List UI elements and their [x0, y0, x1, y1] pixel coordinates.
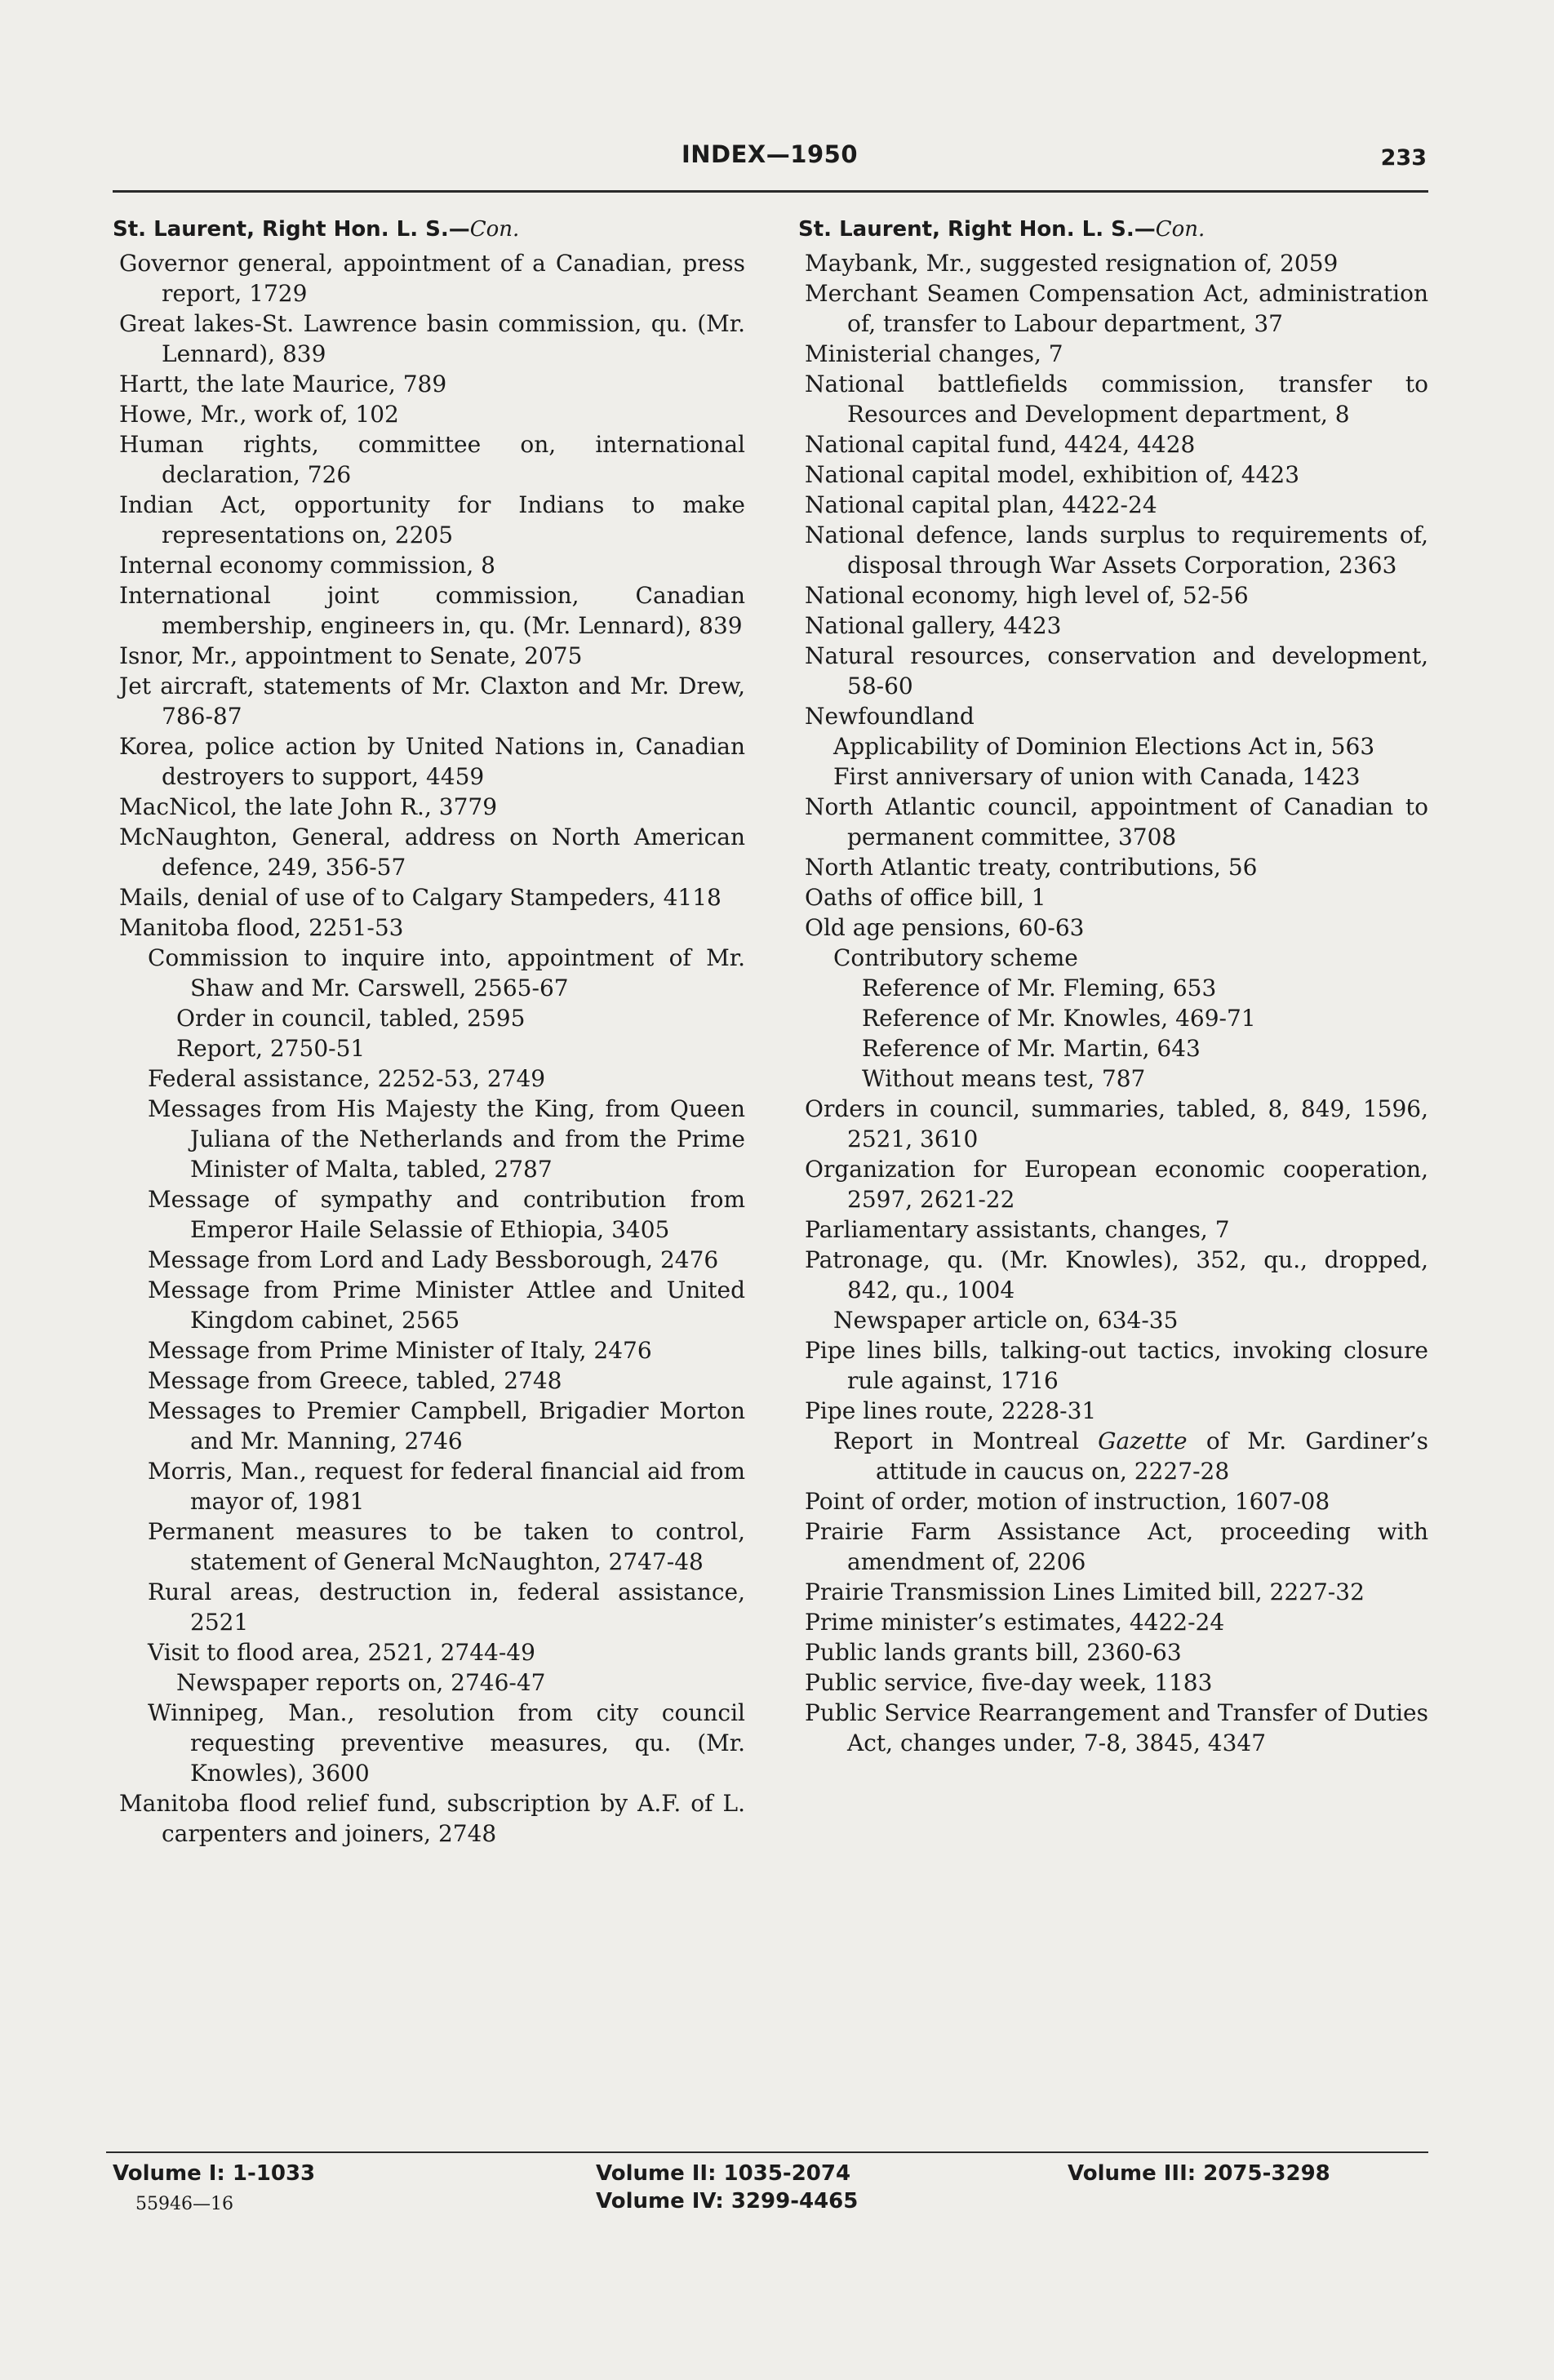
right-index-entry: North Atlantic treaty, contributions, 56 [805, 854, 1258, 881]
left-index-entry: Indian Act, opportunity for Indians to make representations on, 2205 [119, 491, 745, 548]
left-index-entry: Message from Prime Minister of Italy, 2476 [148, 1337, 652, 1364]
left-index-entry: Internal economy commission, 8 [119, 552, 495, 579]
page-number: 233 [1380, 145, 1427, 171]
right-index-entry: Contributory scheme [833, 944, 1078, 971]
left-index-entry: Morris, Man., request for federal financial aid from mayor of, 1981 [148, 1458, 745, 1515]
right-index-entry: North Atlantic council, appointment of Canadian to permanent committee, 3708 [805, 793, 1428, 850]
footer-rule [106, 2151, 1428, 2153]
page-title: INDEX—1950 [681, 140, 858, 168]
right-index-entry: Parliamentary assistants, changes, 7 [805, 1216, 1230, 1243]
left-index-entry: MacNicol, the late John R., 3779 [119, 793, 498, 820]
left-index-entry: International joint commission, Canadian membership, engineers in, qu. (Mr. Lennard), 839 [119, 582, 745, 639]
right-index-entry: Prairie Farm Assistance Act, proceeding with amendment of, 2206 [805, 1518, 1428, 1575]
left-entry-list [113, 248, 745, 1849]
right-index-entry: Point of order, motion of instruction, 1607-08 [805, 1488, 1330, 1515]
volume-2-range: Volume II: 1035-2074 [596, 2161, 851, 2186]
right-index-entry: Prime minister’s estimates, 4422-24 [805, 1609, 1225, 1636]
volume-3-range: Volume III: 2075-3298 [1068, 2161, 1330, 2186]
right-index-entry: Prairie Transmission Lines Limited bill, 2227-32 [805, 1579, 1365, 1605]
right-index-entry: Natural resources, conservation and development, 58-60 [805, 642, 1428, 699]
left-index-entry: Korea, police action by United Nations in, Canadian destroyers to support, 4459 [119, 733, 745, 790]
left-index-entry: Message of sympathy and contribution from Emperor Haile Selassie of Ethiopia, 3405 [148, 1186, 745, 1243]
header-rule [113, 190, 1428, 193]
right-index-entry: Public lands grants bill, 2360-63 [805, 1639, 1182, 1666]
right-index-entry: National economy, high level of, 52-56 [805, 582, 1249, 609]
right-index-entry: Newfoundland [805, 703, 975, 730]
left-index-entry: Manitoba flood, 2251-53 [119, 914, 404, 941]
left-index-entry: Human rights, committee on, international declaration, 726 [119, 431, 745, 488]
left-column [113, 211, 745, 1849]
left-index-entry: Message from Prime Minister Attlee and United Kingdom cabinet, 2565 [148, 1277, 745, 1334]
page-footer [113, 2161, 1428, 2235]
right-index-entry: National capital fund, 4424, 4428 [805, 431, 1196, 458]
right-index-entry: National battlefields commission, transfer to Resources and Development department, 8 [805, 371, 1428, 428]
left-index-entry: Rural areas, destruction in, federal assistance, 2521 [148, 1579, 745, 1636]
right-index-entry: National capital model, exhibition of, 4423 [805, 461, 1300, 488]
right-index-entry: Patronage, qu. (Mr. Knowles), 352, qu., dropped, 842, qu., 1004 [805, 1246, 1428, 1303]
right-index-entry: National defence, lands surplus to requirements of, disposal through War Assets Corporation, 2363 [805, 522, 1428, 579]
right-index-entry: Maybank, Mr., suggested resignation of, 2059 [805, 250, 1339, 277]
left-index-entry: Howe, Mr., work of, 102 [119, 401, 399, 428]
left-index-entry: Winnipeg, Man., resolution from city council requesting preventive measures, qu. (Mr. Knowles), 3600 [148, 1699, 745, 1787]
right-index-entry: Pipe lines route, 2228-31 [805, 1397, 1097, 1424]
left-index-entry: Order in council, tabled, 2595 [176, 1005, 526, 1032]
right-column-heading: St. Laurent, Right Hon. L. S.—Con. [798, 217, 1205, 242]
left-index-entry: Mails, denial of use of to Calgary Stampeders, 4118 [119, 884, 722, 911]
right-index-entry: Old age pensions, 60-63 [805, 914, 1085, 941]
left-index-entry: Newspaper reports on, 2746-47 [176, 1669, 546, 1696]
volume-4-range: Volume IV: 3299-4465 [596, 2189, 859, 2213]
right-index-entry: Public Service Rearrangement and Transfer of Duties Act, changes under, 7-8, 3845, 4347 [805, 1699, 1428, 1756]
right-index-entry: Pipe lines bills, talking-out tactics, invoking closure rule against, 1716 [805, 1337, 1428, 1394]
left-index-entry: Messages from His Majesty the King, from Queen Juliana of the Netherlands and from the Prime Minister of Malta, tabled, 2787 [148, 1095, 745, 1183]
left-index-entry: Jet aircraft, statements of Mr. Claxton and Mr. Drew, 786-87 [119, 673, 745, 730]
right-index-entry: Ministerial changes, 7 [805, 340, 1063, 367]
right-index-entry: Oaths of office bill, 1 [805, 884, 1046, 911]
right-index-entry: Reference of Mr. Fleming, 653 [862, 975, 1217, 1001]
right-index-entry: Applicability of Dominion Elections Act in, 563 [833, 733, 1375, 760]
page-header [113, 140, 1427, 181]
right-entry-list [798, 248, 1428, 1758]
print-code: 55946—16 [135, 2194, 233, 2214]
left-index-entry: Visit to flood area, 2521, 2744-49 [148, 1639, 535, 1666]
left-index-entry: McNaughton, General, address on North American defence, 249, 356-57 [119, 824, 745, 881]
left-column-heading: St. Laurent, Right Hon. L. S.—Con. [113, 217, 520, 242]
right-index-entry: Newspaper article on, 634-35 [833, 1307, 1179, 1334]
right-index-entry: Without means test, 787 [862, 1065, 1146, 1092]
left-index-entry: Great lakes-St. Lawrence basin commission, qu. (Mr. Lennard), 839 [119, 310, 745, 367]
right-index-entry: First anniversary of union with Canada, 1423 [833, 763, 1361, 790]
right-index-entry: Report in Montreal Gazette of Mr. Gardiner’s attitude in caucus on, 2227-28 [833, 1428, 1428, 1485]
left-index-entry: Message from Lord and Lady Bessborough, 2476 [148, 1246, 719, 1273]
left-index-entry: Messages to Premier Campbell, Brigadier Morton and Mr. Manning, 2746 [148, 1397, 745, 1454]
right-index-entry: Organization for European economic cooperation, 2597, 2621-22 [805, 1156, 1428, 1213]
volume-1-range: Volume I: 1-1033 [113, 2161, 316, 2186]
right-index-entry: National gallery, 4423 [805, 612, 1062, 639]
left-index-entry: Governor general, appointment of a Canadian, press report, 1729 [119, 250, 745, 307]
left-index-entry: Isnor, Mr., appointment to Senate, 2075 [119, 642, 583, 669]
left-index-entry: Federal assistance, 2252-53, 2749 [148, 1065, 546, 1092]
left-index-entry: Hartt, the late Maurice, 789 [119, 371, 447, 397]
right-index-entry: Reference of Mr. Martin, 643 [862, 1035, 1201, 1062]
right-index-entry: Reference of Mr. Knowles, 469-71 [862, 1005, 1256, 1032]
left-index-entry: Message from Greece, tabled, 2748 [148, 1367, 562, 1394]
left-index-entry: Manitoba flood relief fund, subscription by A.F. of L. carpenters and joiners, 2748 [119, 1790, 745, 1847]
right-index-entry: National capital plan, 4422-24 [805, 491, 1157, 518]
right-column [798, 211, 1428, 1758]
left-index-entry: Report, 2750-51 [176, 1035, 366, 1062]
right-index-entry: Public service, five-day week, 1183 [805, 1669, 1213, 1696]
left-index-entry: Commission to inquire into, appointment of Mr. Shaw and Mr. Carswell, 2565-67 [148, 944, 745, 1001]
right-index-entry: Merchant Seamen Compensation Act, administration of, transfer to Labour department, 37 [805, 280, 1428, 337]
left-index-entry: Permanent measures to be taken to control, statement of General McNaughton, 2747-48 [148, 1518, 745, 1575]
right-index-entry: Orders in council, summaries, tabled, 8, 849, 1596, 2521, 3610 [805, 1095, 1428, 1152]
